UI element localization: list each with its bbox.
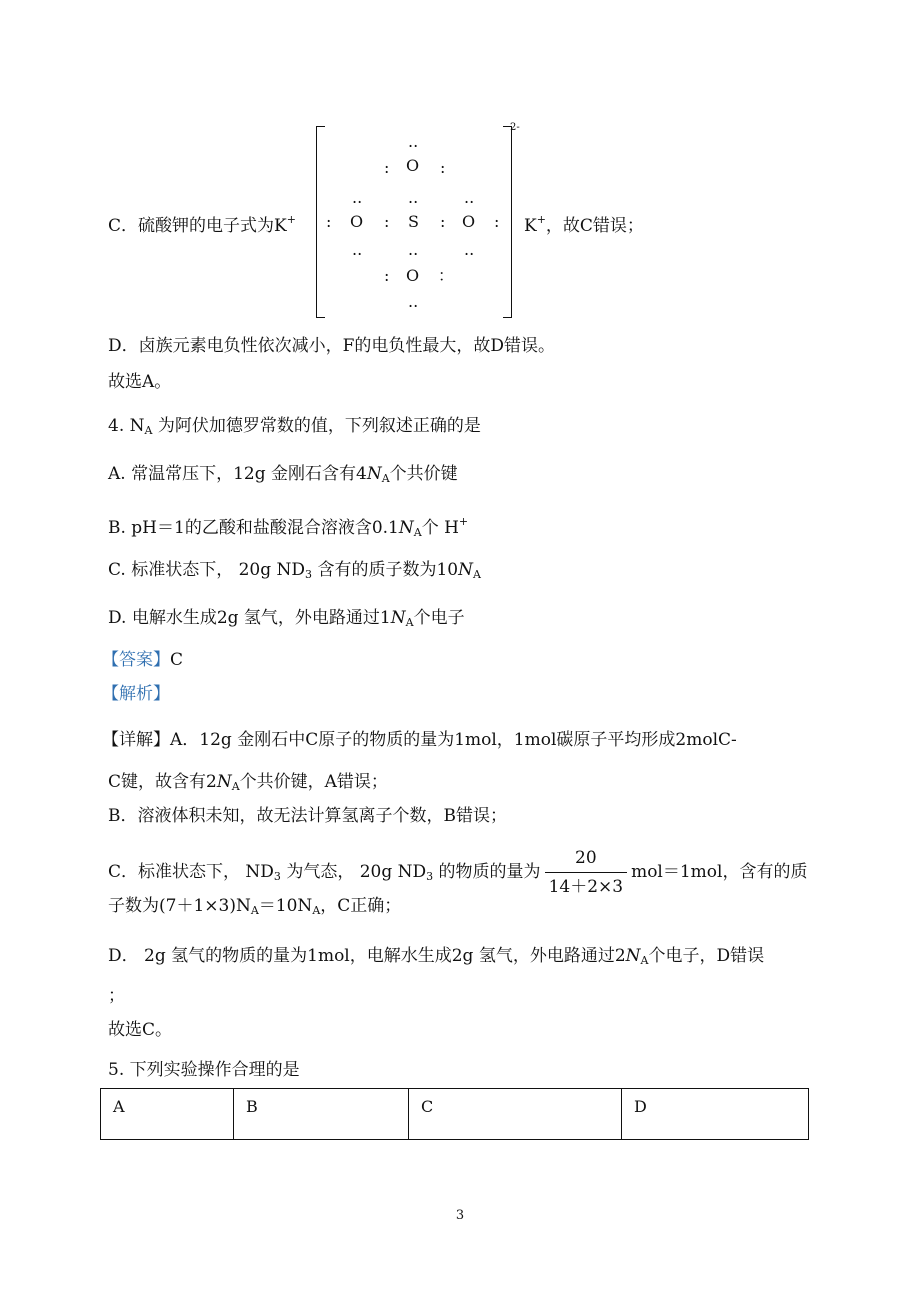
exp-a2-sub: A xyxy=(231,780,240,793)
sulfate-lewis-structure xyxy=(316,126,512,316)
sulfur: S xyxy=(408,212,419,231)
answer-value: C xyxy=(170,650,184,670)
exp-d1-n: N xyxy=(625,946,641,966)
q4-stem xyxy=(108,414,481,443)
dots: .. xyxy=(464,240,475,259)
dots: .. xyxy=(408,188,419,207)
exp-d1-pre: D． 2g 氢气的物质的量为1mol，电解水生成2g 氢气，外电路通过2 xyxy=(108,946,626,966)
opt-c-sub3: 3 xyxy=(305,568,313,581)
opt-b-n: N xyxy=(398,518,414,538)
q4-stem-b: 为阿伏加德罗常数的值，下列叙述正确的是 xyxy=(152,416,481,436)
right-bracket xyxy=(503,126,512,318)
opt-c-pre: C. 标准状态下， 20g ND xyxy=(108,560,306,580)
q5-options-table xyxy=(100,1088,809,1140)
opt-a-post: 个共价键 xyxy=(389,464,458,484)
exp-c1-mid2: 的物质的量为 xyxy=(433,862,541,882)
exp-c2-post: ，C正确； xyxy=(320,896,402,916)
table-cell-d: D xyxy=(622,1089,809,1140)
colon: : xyxy=(326,212,332,231)
opt-d-sub: A xyxy=(405,616,414,629)
exp-a2-pre: C键，故含有2 xyxy=(108,772,217,792)
explain-a-line2 xyxy=(108,770,388,799)
opt-d-pre: D. 电解水生成2g 氢气，外电路通过1 xyxy=(108,608,391,628)
colon: : xyxy=(440,212,446,231)
exp-c2-pre: 子数为(7＋1×3)N xyxy=(108,896,251,916)
exp-a2-n: N xyxy=(216,772,232,792)
q3-c-suffix xyxy=(524,208,644,238)
k-sup: + xyxy=(536,213,546,226)
oxygen-right: O xyxy=(462,212,476,231)
oxygen-left: O xyxy=(350,212,364,231)
q4-conclusion: 故选C。 xyxy=(108,1020,173,1040)
exp-c2-sub2: A xyxy=(312,904,321,917)
opt-b-mid: 个 H xyxy=(421,518,459,538)
opt-a-n: N xyxy=(366,464,382,484)
table-cell-b: B xyxy=(234,1089,409,1140)
detail-label: 【详解】 xyxy=(102,730,170,750)
explain-a-line1 xyxy=(102,728,737,752)
opt-b-pre: B. pH＝1的乙酸和盐酸混合溶液含0.1 xyxy=(108,518,399,538)
opt-b-sup: + xyxy=(458,515,469,528)
q4-option-d xyxy=(108,606,465,635)
opt-a-pre: A. 常温常压下，12g 金刚石含有4 xyxy=(108,464,367,484)
table-row xyxy=(101,1089,809,1140)
fraction xyxy=(545,846,628,899)
dots: .. xyxy=(408,292,419,311)
q3-option-c xyxy=(108,208,296,238)
q3-option-d: D．卤族元素电负性依次减小，F的电负性最大，故D错误。 xyxy=(108,336,556,356)
opt-a-sub: A xyxy=(381,472,390,485)
answer-line xyxy=(102,648,183,672)
exp-c1-mid: 为气态， 20g ND xyxy=(280,862,427,882)
colon: : xyxy=(440,158,446,177)
opt-c-n: N xyxy=(458,560,473,580)
colon: : xyxy=(384,266,390,285)
left-bracket xyxy=(316,126,325,318)
opt-c-sub: A xyxy=(472,568,481,581)
charge-label: 2- xyxy=(510,122,520,133)
fraction-denominator: 14＋2×3 xyxy=(548,877,624,897)
exp-c2-sub: A xyxy=(250,904,259,917)
colon: : xyxy=(494,212,500,231)
explain-c-line1 xyxy=(108,846,807,899)
q3-conclusion: 故选A。 xyxy=(108,372,172,392)
exp-d1-post: 个电子，D错误 xyxy=(648,946,765,966)
opt-c-mid: 含有的质子数为10 xyxy=(312,560,459,580)
dots: .. xyxy=(352,188,363,207)
opt-d-n: N xyxy=(390,608,406,628)
q4-option-c xyxy=(108,558,481,587)
analysis-label xyxy=(102,682,170,706)
exp-a1: A．12g 金刚石中C原子的物质的量为1mol，1mol碳原子平均形成2molC- xyxy=(170,730,737,750)
fraction-numerator: 20 xyxy=(545,846,628,873)
exp-a2-post: 个共价键，A错误； xyxy=(239,772,388,792)
q3-c-sup: + xyxy=(286,213,296,226)
exp-c1-pre: C．标准状态下， ND xyxy=(108,862,274,882)
dots: .. xyxy=(464,188,475,207)
explain-c-line2 xyxy=(108,894,401,923)
oxygen-top: O xyxy=(406,156,420,175)
explain-b: B．溶液体积未知，故无法计算氢离子个数，B错误； xyxy=(108,806,507,826)
dots: .. xyxy=(408,132,419,151)
oxygen-bottom: O xyxy=(406,266,420,285)
dots: .. xyxy=(352,240,363,259)
explain-d-line1 xyxy=(108,944,764,973)
q3-c-end: ，故C错误； xyxy=(545,216,644,236)
answer-label: 【答案】 xyxy=(102,650,170,670)
q5-stem: 5. 下列实验操作合理的是 xyxy=(108,1060,300,1080)
colon: ： xyxy=(438,266,455,285)
q4-option-a xyxy=(108,462,458,491)
colon: : xyxy=(384,212,390,231)
exp-d1-sub: A xyxy=(640,954,649,967)
page-number: 3 xyxy=(455,1208,465,1223)
exp-c1-sub: 3 xyxy=(273,870,281,883)
potassium: K xyxy=(524,216,537,236)
q3-c-prefix: C．硫酸钾的电子式为K xyxy=(108,216,287,236)
q4-stem-a: 4. N xyxy=(108,416,145,436)
table-cell-a: A xyxy=(101,1089,234,1140)
dots: .. xyxy=(408,240,419,259)
exp-c2-mid: ＝10N xyxy=(258,896,313,916)
opt-d-post: 个电子 xyxy=(413,608,465,628)
q4-stem-sub: A xyxy=(144,424,153,437)
exp-c1-post: mol＝1mol，含有的质 xyxy=(631,862,808,882)
exp-c1-sub2: 3 xyxy=(426,870,434,883)
opt-b-sub: A xyxy=(413,526,422,539)
analysis-label-text: 【解析】 xyxy=(102,684,170,704)
colon: : xyxy=(384,158,390,177)
explain-d-line2: ； xyxy=(108,986,125,1006)
q4-option-b xyxy=(108,510,468,545)
table-cell-c: C xyxy=(409,1089,622,1140)
